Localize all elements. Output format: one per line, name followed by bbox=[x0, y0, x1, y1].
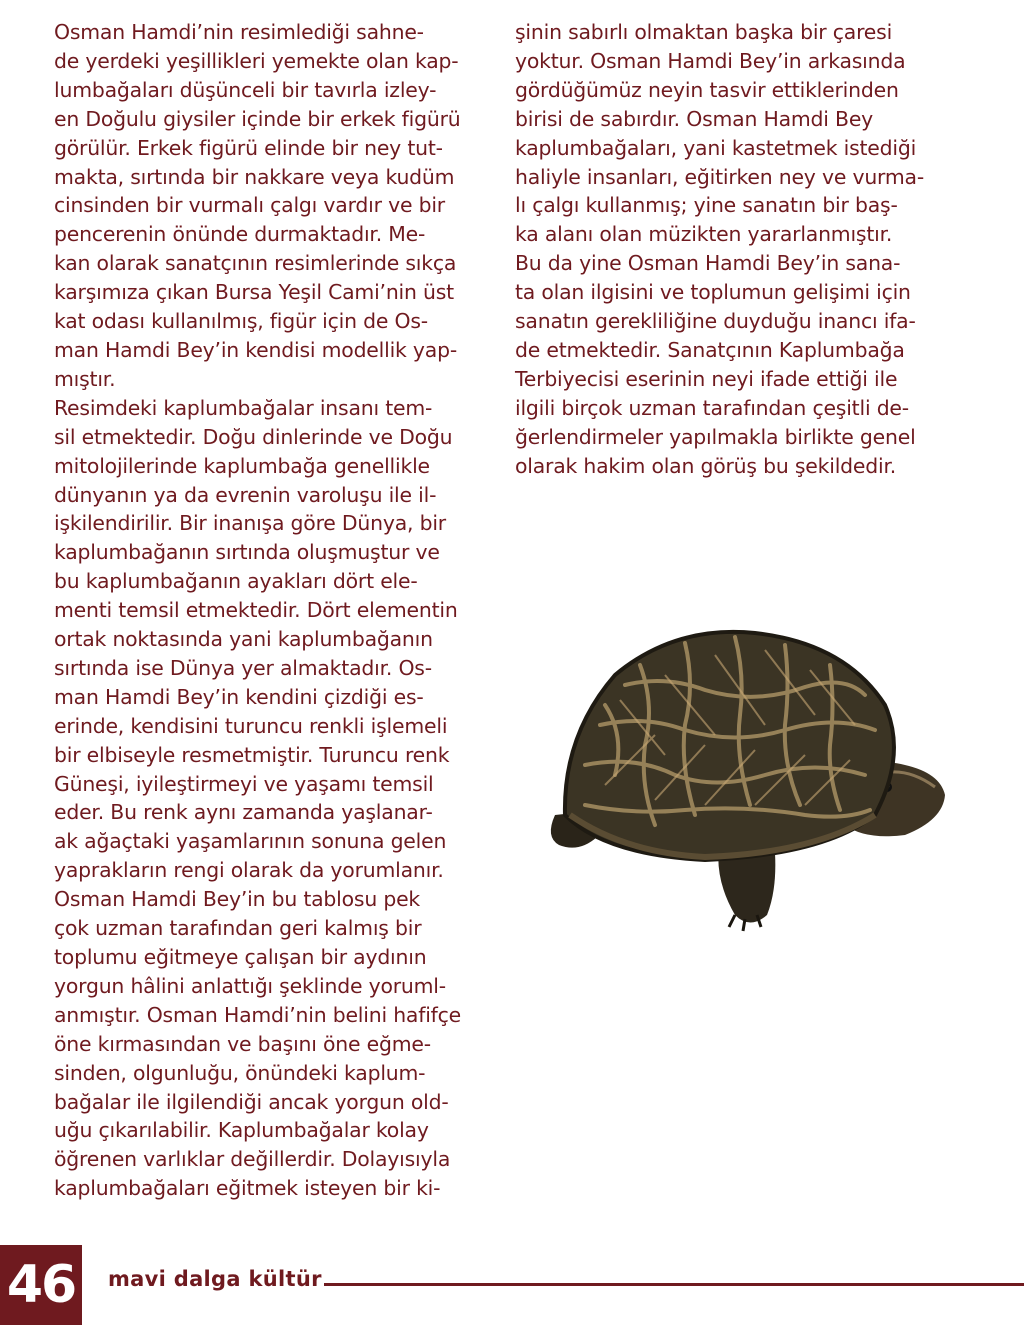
text-line: kan olarak sanatçının resimlerinde sıkça bbox=[54, 251, 457, 276]
article-right-column bbox=[515, 18, 975, 481]
text-line: cinsinden bir vurmalı çalgı vardır ve bir bbox=[54, 193, 445, 218]
text-line: mitolojilerinde kaplumbağa genellikle bbox=[54, 453, 430, 478]
article-left-column bbox=[54, 18, 514, 1203]
text-line: Terbiyecisi eserinin neyi ifade ettiği ile bbox=[515, 366, 898, 391]
text-line: bağalar ile ilgilendiği ancak yorgun old- bbox=[54, 1089, 449, 1114]
text-line: ta olan ilgisini ve toplumun gelişimi için bbox=[515, 280, 911, 305]
text-line: eder. Bu renk aynı zamanda yaşlanar- bbox=[54, 800, 433, 825]
text-line: şinin sabırlı olmaktan başka bir çaresi bbox=[515, 20, 893, 44]
text-line: sırtında ise Dünya yer almaktadır. Os- bbox=[54, 655, 432, 680]
text-line: Osman Hamdi Bey’in bu tablosu pek bbox=[54, 887, 421, 912]
text-line: kat odası kullanılmış, figür için de Os- bbox=[54, 309, 428, 334]
text-line: uğu çıkarılabilir. Kaplumbağalar kolay bbox=[54, 1118, 429, 1143]
text-line: erinde, kendisini turuncu renkli işlemeli bbox=[54, 713, 448, 738]
text-line: lı çalgı kullanmış; yine sanatın bir baş- bbox=[515, 193, 898, 218]
text-line: lumbağaları düşünceli bir tavırla izley- bbox=[54, 77, 437, 102]
text-line: Resimdeki kaplumbağalar insanı tem- bbox=[54, 395, 433, 420]
magazine-brand: mavi dalga kültür bbox=[108, 1267, 322, 1291]
text-line: Bu da yine Osman Hamdi Bey’in sana- bbox=[515, 251, 901, 276]
text-line: ilgili birçok uzman tarafından çeşitli de- bbox=[515, 395, 909, 420]
text-line: ak ağaçtaki yaşamlarının sonuna gelen bbox=[54, 829, 447, 854]
turtle-icon bbox=[545, 615, 950, 935]
text-line: gördüğümüz neyin tasvir ettiklerinden bbox=[515, 77, 899, 102]
text-line: de yerdeki yeşillikleri yemekte olan kap- bbox=[54, 48, 459, 73]
text-line: de etmektedir. Sanatçının Kaplumbağa bbox=[515, 337, 905, 362]
text-line: bir elbiseyle resmetmiştir. Turuncu renk bbox=[54, 742, 450, 767]
text-line: bu kaplumbağanın ayakları dört ele- bbox=[54, 569, 418, 594]
turtle-illustration bbox=[545, 615, 950, 935]
text-line: kaplumbağaları eğitmek isteyen bir ki- bbox=[54, 1176, 441, 1201]
text-line: kaplumbağanın sırtında oluşmuştur ve bbox=[54, 540, 440, 565]
text-line: karşımıza çıkan Bursa Yeşil Cami’nin üst bbox=[54, 280, 454, 305]
text-line: öğrenen varlıklar değillerdir. Dolayısıyla bbox=[54, 1147, 451, 1172]
text-line: toplumu eğitmeye çalışan bir aydının bbox=[54, 945, 427, 969]
text-line: yoktur. Osman Hamdi Bey’in arkasında bbox=[515, 48, 906, 73]
text-line: man Hamdi Bey’in kendisi modellik yap- bbox=[54, 337, 458, 362]
text-line: makta, sırtında bir nakkare veya kudüm bbox=[54, 164, 455, 189]
text-line: ka alanı olan müzikten yararlanmıştır. bbox=[515, 222, 893, 247]
text-line: yorgun hâlini anlattığı şeklinde yoruml- bbox=[54, 973, 446, 998]
text-line: birisi de sabırdır. Osman Hamdi Bey bbox=[515, 106, 874, 131]
text-line: sinden, olgunluğu, önündeki kaplum- bbox=[54, 1060, 426, 1085]
text-line: man Hamdi Bey’in kendini çizdiği es- bbox=[54, 684, 424, 709]
text-line: anmıştır. Osman Hamdi’nin belini hafifçe bbox=[54, 1002, 462, 1027]
text-line: Osman Hamdi’nin resimlediği sahne- bbox=[54, 20, 424, 44]
text-line: ortak noktasında yani kaplumbağanın bbox=[54, 627, 433, 652]
text-line: pencerenin önünde durmaktadır. Me- bbox=[54, 222, 426, 247]
text-line: görülür. Erkek figürü elinde bir ney tut- bbox=[54, 135, 443, 160]
text-line: kaplumbağaları, yani kastetmek istediği bbox=[515, 135, 917, 160]
text-line: sil etmektedir. Doğu dinlerinde ve Doğu bbox=[54, 424, 453, 449]
text-line: haliyle insanları, eğitirken ney ve vurma- bbox=[515, 164, 924, 189]
text-line: mıştır. bbox=[54, 366, 116, 391]
text-line: çok uzman tarafından geri kalmış bir bbox=[54, 916, 422, 941]
text-line: yaprakların rengi olarak da yorumlanır. bbox=[54, 858, 444, 883]
text-line: sanatın gerekliliğine duyduğu inancı ifa- bbox=[515, 309, 916, 334]
text-line: Güneşi, iyileştirmeyi ve yaşamı temsil bbox=[54, 771, 434, 796]
page-number: 46 bbox=[6, 1255, 76, 1315]
text-line: öne kırmasından ve başını öne eğme- bbox=[54, 1031, 431, 1056]
text-line: dünyanın ya da evrenin varoluşu ile il- bbox=[54, 482, 437, 507]
text-line: menti temsil etmektedir. Dört elementin bbox=[54, 598, 458, 623]
text-line: en Doğulu giysiler içinde bir erkek figürü bbox=[54, 106, 461, 131]
text-line: işkilendirilir. Bir inanışa göre Dünya, bir bbox=[54, 511, 446, 536]
footer-divider bbox=[324, 1283, 1024, 1286]
text-line: ğerlendirmeler yapılmakla birlikte genel bbox=[515, 424, 916, 449]
text-line: olarak hakim olan görüş bu şekildedir. bbox=[515, 453, 897, 478]
